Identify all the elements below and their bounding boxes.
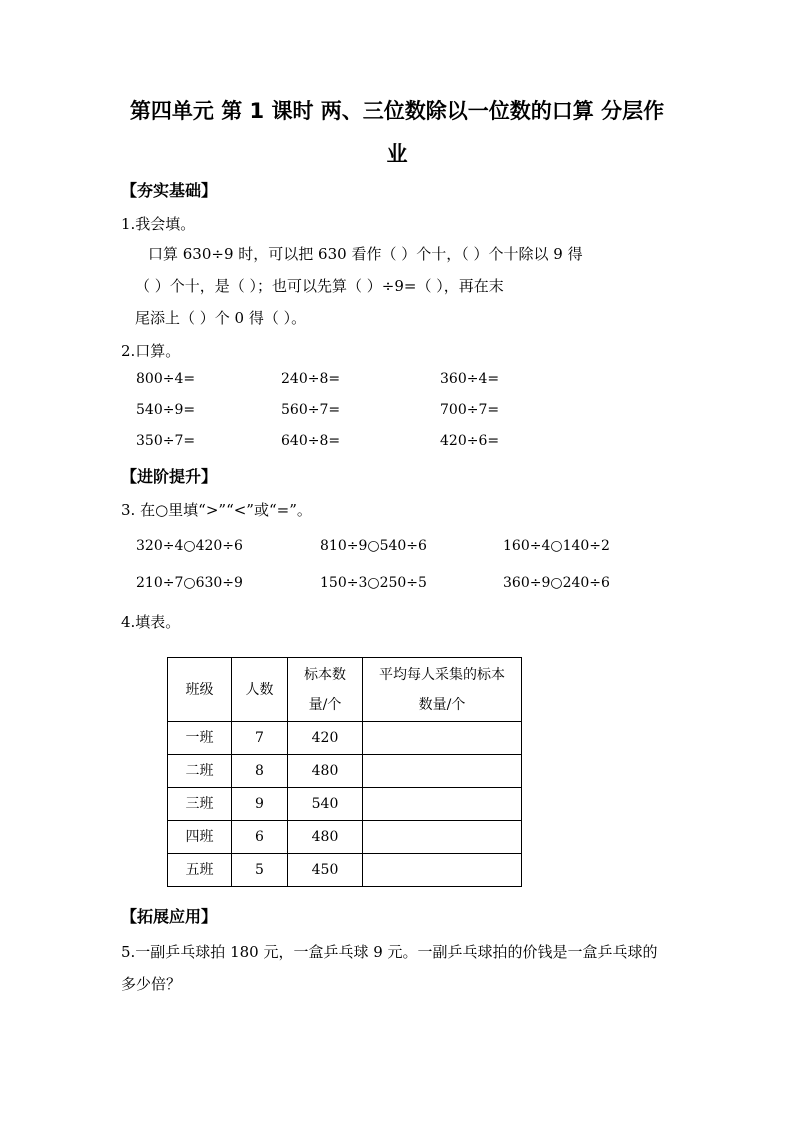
section-advanced: 【进阶提升】 <box>121 467 218 486</box>
calc-item: 240÷8= <box>281 371 341 387</box>
calc-item: 560÷7= <box>281 402 341 418</box>
question-5-line-1: 5.一副乒乓球拍 180 元，一盒乒乓球 9 元。一副乒乓球拍的价钱是一盒乒乓球的 <box>121 943 658 961</box>
question-1-title: 1.我会填。 <box>121 215 196 233</box>
table-cell-people: 9 <box>232 788 288 821</box>
table-cell-answer[interactable] <box>363 788 522 821</box>
compare-item: 210÷7○630÷9 <box>136 575 243 591</box>
table-cell-people: 5 <box>232 854 288 887</box>
calc-item: 420÷6= <box>440 433 500 449</box>
table-cell-class: 二班 <box>168 755 232 788</box>
question-1-line-1: 口算 630÷9 时，可以把 630 看作（ ）个十，（ ）个十除以 9 得 <box>148 245 583 263</box>
table-cell-answer[interactable] <box>363 722 522 755</box>
compare-item: 320÷4○420÷6 <box>136 538 243 554</box>
calc-item: 350÷7= <box>136 433 196 449</box>
table-cell-people: 6 <box>232 821 288 854</box>
page-title-line-2: 业 <box>386 142 408 166</box>
section-extension: 【拓展应用】 <box>121 907 218 926</box>
table-row <box>168 821 522 854</box>
section-basic: 【夯实基础】 <box>121 181 218 200</box>
question-2-title: 2.口算。 <box>121 342 181 360</box>
table-header-cell <box>288 658 363 722</box>
table-row <box>168 788 522 821</box>
table-cell-samples: 480 <box>288 821 363 854</box>
table-header-cell <box>363 658 522 722</box>
calc-item: 640÷8= <box>281 433 341 449</box>
table-cell-samples: 420 <box>288 722 363 755</box>
table-header-row <box>168 658 522 722</box>
table-row <box>168 755 522 788</box>
table-header-cell: 人数 <box>232 658 288 722</box>
calc-item: 800÷4= <box>136 371 196 387</box>
table-header-line: 量/个 <box>308 696 342 713</box>
table-cell-answer[interactable] <box>363 821 522 854</box>
table-cell-samples: 480 <box>288 755 363 788</box>
question-1-line-3: 尾添上（ ）个 0 得（ ）。 <box>135 309 307 327</box>
table-row <box>168 854 522 887</box>
table-cell-answer[interactable] <box>363 854 522 887</box>
table-cell-class: 三班 <box>168 788 232 821</box>
table-header-line: 标本数 <box>304 666 346 683</box>
table-cell-class: 五班 <box>168 854 232 887</box>
calc-item: 360÷4= <box>440 371 500 387</box>
table-header-line: 数量/个 <box>418 696 466 713</box>
table-header-cell: 班级 <box>168 658 232 722</box>
table-cell-people: 8 <box>232 755 288 788</box>
compare-item: 160÷4○140÷2 <box>503 538 610 554</box>
compare-item: 810÷9○540÷6 <box>320 538 427 554</box>
table-cell-samples: 540 <box>288 788 363 821</box>
table-cell-samples: 450 <box>288 854 363 887</box>
table-cell-answer[interactable] <box>363 755 522 788</box>
table-cell-class: 一班 <box>168 722 232 755</box>
sample-table <box>167 657 522 887</box>
question-5-line-2: 多少倍？ <box>121 975 182 993</box>
question-1-line-2: （ ）个十，是（ ）；也可以先算（ ）÷9=（ ），再在末 <box>135 277 504 295</box>
calc-item: 700÷7= <box>440 402 500 418</box>
table-header-line: 平均每人采集的标本 <box>379 666 505 683</box>
table-cell-class: 四班 <box>168 821 232 854</box>
question-3-title: 3. 在○里填“>”“<”或“=”。 <box>121 501 312 519</box>
table-cell-people: 7 <box>232 722 288 755</box>
page-title-line-1: 第四单元 第 1 课时 两、三位数除以一位数的口算 分层作 <box>129 99 665 123</box>
calc-item: 540÷9= <box>136 402 196 418</box>
table-row <box>168 722 522 755</box>
question-4-title: 4.填表。 <box>121 613 181 631</box>
compare-item: 360÷9○240÷6 <box>503 575 610 591</box>
compare-item: 150÷3○250÷5 <box>320 575 427 591</box>
